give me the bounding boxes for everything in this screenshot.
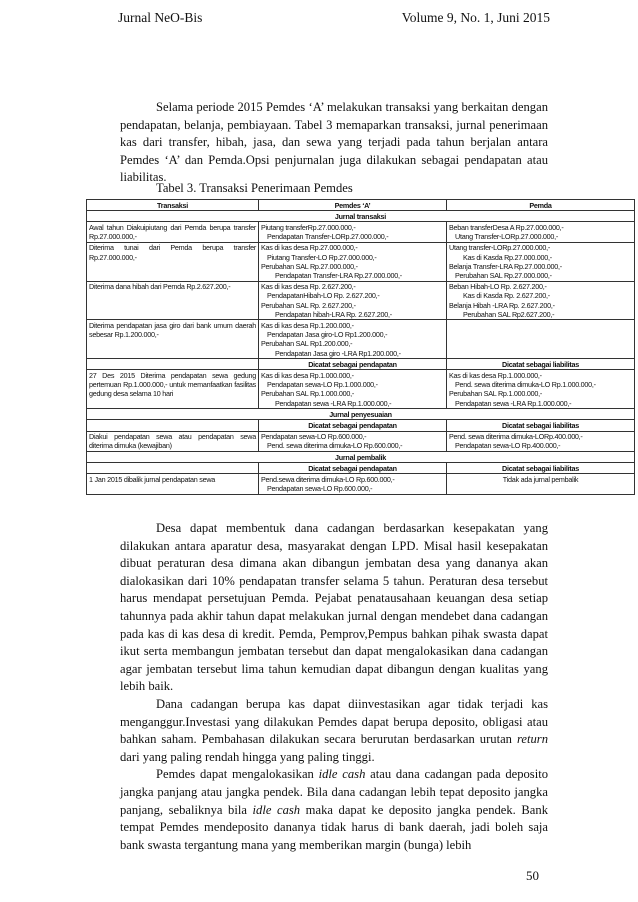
- journal-line: Perubahan SAL Rp.27.000.000,-: [261, 261, 358, 271]
- cell-pemdes: [259, 242, 447, 281]
- journal-line: Perubahan SAL Rp1.200.000,-: [261, 339, 353, 349]
- journal-line: Pendapatan sewa-LO Rp.1.000.000,-: [267, 380, 378, 390]
- journal-line: Pendapatan sewa-LO Rp.400.000,-: [455, 441, 561, 451]
- journal-line: Perubahan SAL Rp.27.000.000,-: [455, 270, 552, 280]
- cell-transaksi: 1 Jan 2015 dibalik jurnal pendapatan sewa: [87, 474, 259, 494]
- section-jurnal-transaksi: Jurnal transaksi: [87, 211, 635, 222]
- cell-pemda-empty: [447, 320, 635, 359]
- cell-transaksi: Diterima pendapatan jasa giro dari bank umum daerah sebesar Rp.1.200.000,-: [87, 320, 259, 359]
- journal-line: Perubahan SAL Rp.1.000.000,-: [449, 389, 543, 399]
- journal-line: Pendapatan sewa-LO Rp.600.000,-: [261, 432, 367, 442]
- subheader-row: [87, 420, 635, 431]
- journal-line: Pendapatan Jasa giro-LO Rp1.200.000,-: [267, 330, 388, 340]
- journal-line: Perubahan SAL Rp2.627.200,-: [463, 309, 555, 319]
- table-row: [87, 320, 635, 359]
- italic-term: idle cash: [318, 767, 366, 782]
- journal-line: Kas di kas desa Rp.1.000.000,-: [261, 370, 354, 380]
- journal-line: Pendapatan Jasa giro -LRA Rp1.200.000,-: [275, 348, 401, 358]
- table-row: [87, 222, 635, 242]
- italic-term: return: [516, 732, 548, 747]
- subheader-pendapatan: Dicatat sebagai pendapatan: [259, 420, 447, 431]
- cell-transaksi: Diakui pendapatan sewa atau pendapatan sewa diterima dimuka (kewajiban): [87, 431, 259, 451]
- paragraph-investasi: [120, 696, 548, 766]
- table-row: [87, 281, 635, 320]
- header-pemda: Pemda: [447, 200, 635, 211]
- cell-pemda: Tidak ada jurnal pembalik: [447, 474, 635, 494]
- section-jurnal-pembalik: Jurnal pembalik: [87, 452, 635, 463]
- section-row: [87, 211, 635, 222]
- subheader-liabilitas: Dicatat sebagai liabilitas: [447, 463, 635, 474]
- journal-line: Utang Transfer-LORp.27.000.000,-: [455, 232, 559, 242]
- journal-line: Pend. sewa diterima dimuka-LORp.400.000,-: [449, 432, 583, 442]
- journal-line: Kas di kas desa Rp.1.000.000,-: [449, 370, 542, 380]
- journal-line: Belanja Transfer-LRA Rp.27.000.000,-: [449, 261, 562, 271]
- paragraph-text: Desa dapat membentuk dana cadangan berdasarkan kesepakatan yang dilakukan antara aparatur desa, masyarakat dengan LPD. Misal hasil kesepakatan dibuat peraturan desa dimana akan dibangun jembatan desa yang dananya akan dialokasikan dari 10% pendapatan transfer selama 5 tahun. Peraturan desa tersebut harus mendapat persetujuan Pemda. Pejabat penatausahaan keuangan desa setiap tahunnya pada akhir tahun dapat melakukan jurnal dengan mendebet dana cadangan pada kas di kas desa di kredit. Pemda, Pemprov,Pempus bahkan pihak swasta dapat ikut serta membangun jembatan tersebut dan dapat mengalokasikan dana cadangan agar jembatan tersebut lima tahun kemudian dapat dibangun dengan kualitas yang lebih baik.: [120, 521, 548, 694]
- journal-line: PendapatanHibah-LO Rp. 2.627.200,-: [267, 291, 380, 301]
- journal-name: Jurnal NeO-Bis: [118, 10, 203, 25]
- table-row: [87, 370, 635, 409]
- table-row: [87, 431, 635, 451]
- journal-line: Beban Hibah-LO Rp. 2.627.200,-: [449, 282, 547, 292]
- journal-line: Beban transferDesa A Rp.27.000.000,-: [449, 222, 564, 232]
- intro-paragraph: [120, 99, 548, 187]
- journal-line: Pendapatan hibah-LRA Rp. 2.627.200,-: [275, 309, 392, 319]
- cell-pemda: [447, 242, 635, 281]
- journal-line: Utang transfer-LORp.27.000.000,-: [449, 243, 551, 253]
- journal-line: Pendapatan Transfer-LORp.27.000.000,-: [267, 232, 389, 242]
- header-transaksi: Transaksi: [87, 200, 259, 211]
- subheader-liabilitas: Dicatat sebagai liabilitas: [447, 359, 635, 370]
- paragraph-deposito: [120, 766, 548, 854]
- page-number: 50: [526, 868, 539, 883]
- cell-transaksi: 27 Des 2015 Diterima pendapatan sewa gedung pertemuan Rp.1.000.000,- untuk memanfaatkan fasilitas gedung desa selama 10 hari: [87, 370, 259, 409]
- table-caption: Tabel 3. Transaksi Penerimaan Pemdes: [156, 181, 353, 195]
- subheader-pendapatan: Dicatat sebagai pendapatan: [259, 359, 447, 370]
- journal-line: Piutang Transfer-LO Rp.27.000.000,-: [267, 252, 377, 262]
- journal-line: Perubahan SAL Rp.1.000.000,-: [261, 389, 355, 399]
- cell-blank: [87, 359, 259, 370]
- italic-term: idle cash: [252, 802, 301, 817]
- cell-pemda: [447, 431, 635, 451]
- cell-pemdes: [259, 431, 447, 451]
- paragraph-text: Pemdes dapat mengalokasikan: [156, 767, 319, 782]
- journal-line: Pendapatan sewa -LRA Rp.1.000.000,-: [455, 398, 572, 408]
- cell-pemdes: [259, 281, 447, 320]
- journal-line: Kas di Kasda Rp.27.000.000,-: [463, 252, 552, 262]
- cell-pemdes: [259, 474, 447, 494]
- section-jurnal-penyesuaian: Jurnal penyesuaian: [87, 409, 635, 420]
- table-header-row: [87, 200, 635, 211]
- paragraph-text: Dana cadangan berupa kas dapat diinvestasikan agar tidak terjadi kas menganggur.Investasi yang dilakukan Pemdes dapat berupa deposito, obligasi atau bahkan saham. Pembahasan dilakukan secara berurutan berdasarkan urutan: [120, 696, 548, 747]
- volume-info: Volume 9, No. 1, Juni 2015: [401, 10, 550, 25]
- paragraph-text: maka dapat ke deposito jangka pendek. Bank tempat Pemdes mendeposito dananya tidak harus di bank daerah, jadi boleh saja bank swasta tergantung mana yang memberikan margin (bunga) lebih: [120, 802, 548, 852]
- paragraph-dana-cadangan: [120, 520, 548, 696]
- table-row: [87, 242, 635, 281]
- body-text: [120, 520, 548, 854]
- journal-line: Piutang transferRp.27.000.000,-: [261, 222, 356, 232]
- header-pemdes: Pemdes ‘A’: [259, 200, 447, 211]
- subheader-row: [87, 359, 635, 370]
- journal-line: Kas di kas desa Rp.1.200.000,-: [261, 320, 354, 330]
- cell-pemda: [447, 370, 635, 409]
- journal-line: Kas di kas desa Rp.27.000.000,-: [261, 243, 358, 253]
- cell-pemdes: [259, 370, 447, 409]
- journal-line: Pend.sewa diterima dimuka-LO Rp.600.000,-: [261, 474, 395, 484]
- subheader-liabilitas: Dicatat sebagai liabilitas: [447, 420, 635, 431]
- cell-pemdes: [259, 222, 447, 242]
- journal-line: Perubahan SAL Rp. 2.627.200,-: [261, 300, 356, 310]
- journal-line: Pend. sewa diterima dimuka-LO Rp.600.000,-: [267, 441, 403, 451]
- journal-line: Pend. sewa diterima dimuka-LO Rp.1.000.000,-: [455, 380, 596, 390]
- cell-transaksi: Diterima dana hibah dari Pemda Rp.2.627.200,-: [87, 281, 259, 320]
- paragraph-text: atau dana cadangan pada deposito jangka panjang atau jangka pendek. Bila dana cadangan lebih tepat deposito jangka panjang, sebaliknya bila: [120, 767, 548, 817]
- journal-line: Pendapatan sewa -LRA Rp.1.000.000,-: [275, 398, 392, 408]
- cell-transaksi: Diterima tunai dari Pemda berupa transfer Rp.27.000.000,-: [87, 242, 259, 281]
- table-row: [87, 474, 635, 494]
- journal-line: Belanja Hibah -LRA Rp. 2.627.200,-: [449, 300, 555, 310]
- section-row: [87, 452, 635, 463]
- subheader-row: [87, 463, 635, 474]
- journal-line: Pendapatan Transfer-LRA Rp.27.000.000,-: [275, 270, 402, 280]
- section-row: [87, 409, 635, 420]
- cell-blank: [87, 420, 259, 431]
- subheader-pendapatan: Dicatat sebagai pendapatan: [259, 463, 447, 474]
- cell-pemdes: [259, 320, 447, 359]
- journal-line: Kas di kas desa Rp. 2.627.200,-: [261, 282, 356, 292]
- cell-blank: [87, 463, 259, 474]
- cell-pemda: [447, 222, 635, 242]
- journal-line: Kas di Kasda Rp. 2.627.200,-: [463, 291, 550, 301]
- cell-pemda: [447, 281, 635, 320]
- paragraph-text: dari yang paling rendah hingga yang paling tinggi.: [120, 749, 375, 764]
- transactions-table: [86, 199, 635, 495]
- cell-transaksi: Awal tahun Diakuipiutang dari Pemda berupa transfer Rp.27.000.000,-: [87, 222, 259, 242]
- journal-line: Pendapatan sewa-LO Rp.600.000,-: [267, 484, 373, 494]
- intro-text: Selama periode 2015 Pemdes ‘A’ melakukan transaksi yang berkaitan dengan pendapatan, belanja, pembiayaan. Tabel 3 memaparkan transaksi, jurnal penerimaan kas dari transfer, hibah, jasa, dan sewa yang terjadi pada tahun berjalan antara Pemdes ‘A’ dan Pemda.Opsi penjurnalan juga dilakukan sebagai pendapatan atau liabilitas.: [120, 100, 548, 185]
